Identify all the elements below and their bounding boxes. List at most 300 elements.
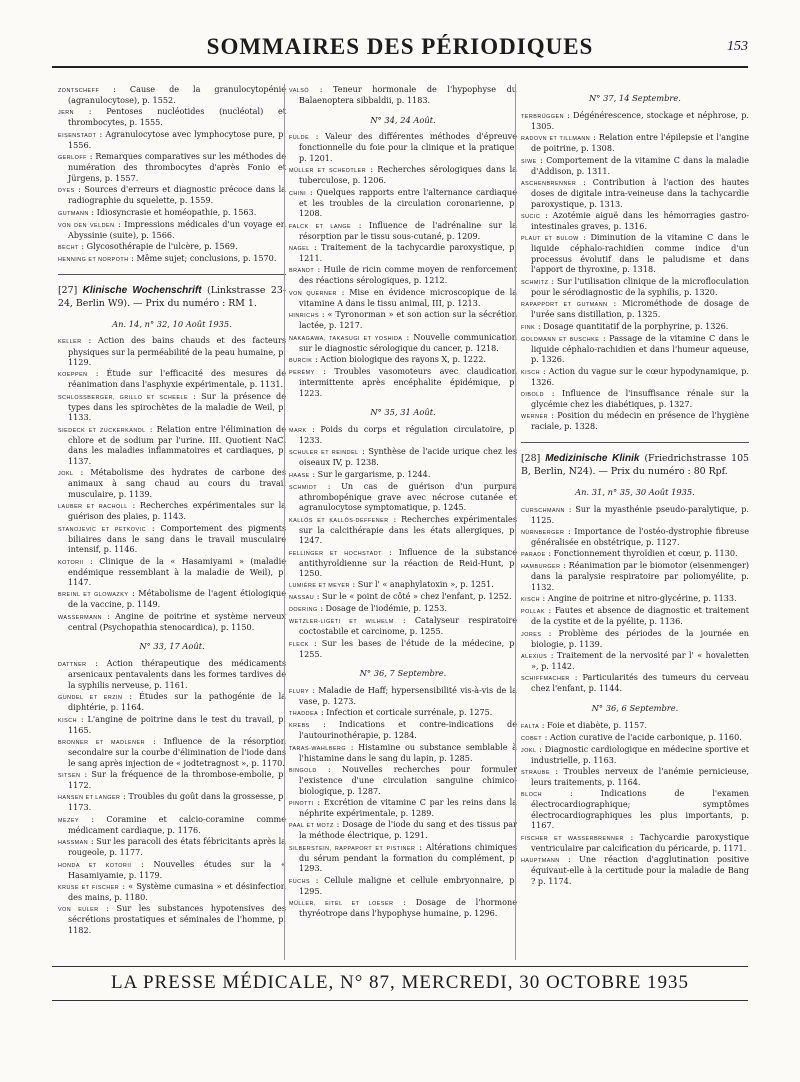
article-title: : Métabolisme des hydrates de carbone des animaux à sang chaud au cours du travail musculaire, p. 1139.	[68, 467, 286, 499]
article-entry	[58, 881, 286, 903]
article-authors: HINRICHS	[289, 313, 320, 320]
article-entry	[58, 791, 286, 813]
article-title: : Même sujet; conclusions, p. 1570.	[128, 252, 277, 263]
article-title: : Relation entre l'élimination de chlore et de sodium par l'urine. III. Quotient NaCl dans les maladies inflammatoires et cardiaques, p. 1137.	[68, 423, 286, 466]
article-title: : Quelques rapports entre l'alternance cardiaque et les troubles de la circulation coronarienne, p. 1208.	[299, 186, 517, 219]
article-title: : Sur la présence de types dans les spirochètes de la maladie de Weil, p. 1133.	[68, 390, 287, 423]
article-entry	[58, 368, 286, 390]
article-authors: MÜLLER, EITEL ET LOESER	[289, 901, 394, 908]
article-authors: HAASE	[289, 472, 310, 479]
article-title: : Traitement de la tachycardie paroxystique, p. 1211.	[299, 242, 517, 264]
article-authors: PLAUT ET BULOW	[521, 236, 579, 243]
section-divider	[58, 274, 286, 275]
article-title: : Angine de poitrine et nitro-glycérine, p. 1133.	[539, 593, 737, 604]
article-entry	[521, 155, 749, 177]
article-entry	[289, 446, 517, 468]
article-title: : L'angine de poitrine dans le test du travail, p. 1165.	[68, 713, 286, 735]
article-title: : Troubles du goût dans la grossesse, p. 1173.	[68, 791, 286, 813]
article-authors: POLLAK	[521, 609, 545, 616]
article-authors: BECHT	[58, 244, 79, 251]
article-authors: KREBS	[289, 723, 310, 730]
article-entry	[289, 591, 517, 602]
article-authors: NAKAGAWA, TAKASUGI ET YOSHIDA	[289, 335, 403, 342]
journal-heading	[58, 285, 286, 310]
article-authors: WERNER	[521, 414, 548, 421]
article-title: : Une réaction d'agglutination positive équivaut-elle à la certitude pour la maladie de Bang ? p. 1174.	[531, 854, 749, 886]
article-entry	[289, 797, 517, 819]
article-authors: JOKL	[521, 747, 537, 754]
article-authors: SUCIC	[521, 213, 541, 220]
article-authors: RAPAPPORT ET GUTMANN	[521, 302, 608, 309]
article-title: : Indications et contre-indications de l'autourinothérapie, p. 1284.	[299, 719, 517, 741]
article-title: : Influence de la substance antithyroïdienne sur la réaction de Reid-Hunt, p. 1250.	[299, 546, 517, 579]
article-authors: THADDEA	[289, 711, 319, 718]
article-title: : Troubles nerveux de l'anémie pernicieuse, leurs traitements, p. 1164.	[531, 765, 749, 787]
article-entry	[521, 110, 749, 132]
article-title: : Dosage de l'iodémie, p. 1253.	[317, 603, 447, 614]
article-title: : Poids du corps et régulation circulatoire, p. 1233.	[299, 423, 517, 445]
article-title: : Action du vague sur le cœur hypodynamique, p. 1326.	[531, 365, 749, 387]
article-entry	[58, 391, 286, 423]
article-title: : Action curative de l'acide carbonique, p. 1160.	[542, 731, 742, 742]
journal-address: (Linkstrasse 23-24, Berlin W9). — Prix du numéro : RM 1.	[58, 284, 286, 309]
article-title: : Problème des périodes de la journée en biologie, p. 1139.	[531, 627, 749, 649]
article-authors: ALEXIUS	[521, 653, 548, 660]
article-entry	[289, 131, 517, 163]
article-entry	[521, 605, 749, 627]
page-number: 153	[727, 39, 748, 54]
article-entry	[521, 720, 749, 731]
article-title: : Sur les bases de l'étude de la médecine, p. 1255.	[299, 637, 517, 659]
article-entry	[289, 875, 517, 897]
article-entry	[521, 298, 749, 320]
article-authors: PAAL ET MOTZ	[289, 823, 334, 830]
article-entry	[521, 788, 749, 831]
article-authors: VON QUERNER	[289, 290, 337, 297]
article-entry	[289, 547, 517, 579]
article-title: : Influence de l'insuffisance rénale sur la glycémie chez les diabétiques, p. 1327.	[531, 387, 749, 409]
issue-heading: N° 36, 7 Septembre.	[359, 668, 447, 679]
article-entry	[289, 354, 517, 365]
article-title: : Cellule maligne et cellule embryonnaire, p. 1295.	[299, 874, 517, 896]
article-title: : Sur les substances hypotensives des sécrétions prostatiques et séminales de l'homme, p. 1182.	[68, 903, 286, 935]
article-authors: WETZLER-LIGETI ET WILHELM	[289, 619, 394, 626]
article-title: : Action des bains chauds et des facteurs physiques sur la perméabilité de la peau humaine, p. 1129.	[68, 335, 286, 368]
article-title: : « Système cumasina » et désinfection des mains, p. 1180.	[68, 881, 286, 903]
article-authors: VALSÖ	[289, 88, 310, 94]
issue-heading: An. 14, n° 32, 10 Août 1935.	[112, 318, 232, 329]
article-title: : Indications de l'examen électrocardiographique; symptômes électrocardiographiques les plus importants, p. 1167.	[531, 788, 749, 831]
article-entry	[289, 287, 517, 309]
article-authors: NÜRNBERGER	[521, 529, 565, 536]
article-entry	[521, 321, 749, 332]
article-authors: HANSEN ET LANGER	[58, 795, 121, 802]
issue-heading: N° 36, 6 Septembre.	[591, 702, 679, 713]
article-entry	[521, 672, 749, 694]
column-divider	[515, 84, 516, 960]
article-authors: BURCIK	[289, 358, 313, 365]
article-title: : Sur l' « anaphylatoxin », p. 1251.	[349, 579, 494, 590]
article-entry	[58, 658, 286, 690]
article-title: : Cause de la granulocytopénie (agranulocytose), p. 1552.	[68, 84, 286, 106]
journal-name: Klinische Wochenschrift	[82, 284, 202, 296]
article-title: : Idiosyncrasie et homéopathie, p. 1563.	[88, 206, 257, 217]
article-entry	[521, 732, 749, 743]
article-title: : Troubles vasomoteurs avec claudication intermittente après encéphalite épidémique, p. 1223.	[299, 366, 517, 398]
article-authors: MARK	[289, 427, 307, 434]
article-title: : Passage de la vitamine C dans le liquide céphalo-rachidien et dans l'humeur aqueuse, p. 1326.	[531, 332, 750, 365]
article-authors: FISCHER ET WASSERBRENNER	[521, 835, 624, 842]
article-authors: KISCH	[521, 369, 540, 376]
article-title: : Coramine et calcio-coramine comme médicament cardiaque, p. 1176.	[68, 813, 286, 835]
article-title: : Position du médecin en présence de l'hygiène raciale, p. 1328.	[531, 410, 749, 432]
issue-heading: N° 34, 24 Août.	[370, 114, 436, 125]
article-title: : Nouvelles recherches pour formuler l'existence d'une circulation sanguine chimico-biologique, p. 1287.	[299, 764, 517, 796]
header-rule	[52, 66, 748, 68]
article-title: : Pentoses nucléotides (nucléotal) et thrombocytes, p. 1555.	[68, 106, 286, 128]
article-title: : Infection et corticale surrénale, p. 1275.	[318, 707, 493, 718]
journal-heading	[521, 453, 749, 478]
article-entry	[521, 210, 749, 232]
article-authors: FINK	[521, 324, 536, 331]
article-authors: SCHLOSSBERGER, GRILLO ET SCHEELE	[58, 394, 189, 401]
article-authors: BRANDT	[289, 268, 315, 275]
article-title: : Sur les paracoli des états fébricitants après la rougeole, p. 1177.	[68, 836, 286, 858]
article-entry	[289, 897, 517, 919]
article-entry	[289, 309, 517, 331]
article-title: : Mise en évidence microscopique de la vitamine A dans le tissu animal, III, p. 1213.	[299, 286, 517, 308]
article-title: : Diagnostic cardiologique en médecine sportive et industrielle, p. 1163.	[531, 743, 749, 765]
issue-heading: N° 33, 17 Août.	[139, 641, 205, 652]
article-entry	[58, 184, 286, 206]
article-entry	[289, 264, 517, 286]
article-authors: MEZEY	[58, 817, 80, 824]
article-entry	[289, 842, 517, 874]
article-title: : Influence de la résorption secondaire sur la courbe d'élimination de l'iode dans le sang après injection de « jodtetragnost », p. 1170.	[68, 735, 286, 768]
article-entry	[289, 514, 517, 546]
article-authors: HONDA ET KOTORII	[58, 862, 132, 869]
article-title: : Un cas de guérison d'un purpura athrombopénique grave avec nécrose cutanée et agranulocytose symptomatique, p. 1245.	[299, 480, 517, 513]
article-title: : Catalyseur respiratoire coctostabile et carcinome, p. 1255.	[299, 615, 517, 637]
article-entry	[289, 615, 517, 637]
article-authors: SCHMITZ	[521, 279, 549, 286]
article-entry	[521, 548, 749, 559]
column-divider	[284, 84, 285, 960]
article-authors: FELLINGER ET HOCHSTADT	[289, 550, 382, 557]
issue-heading: N° 37, 14 Septembre.	[589, 93, 681, 103]
article-authors: NASSAU	[289, 595, 315, 602]
article-entry	[289, 84, 517, 106]
article-authors: BLOCH	[521, 792, 543, 799]
article-authors: KELLER	[58, 339, 82, 346]
issue-heading: N° 35, 31 Août.	[370, 407, 436, 418]
article-entry	[58, 691, 286, 713]
footer-rule	[52, 1000, 748, 1001]
article-authors: SCHULER ET REINDEL	[289, 450, 359, 457]
article-title: : Remarques comparatives sur les méthodes de numération des thrombocytes d'après Fonio et Jürgens, p. 1557.	[68, 151, 286, 183]
article-title: : Fonctionnement thyroïdien et cœur, p. 1130.	[545, 548, 738, 559]
article-title: : Importance de l'ostéo-dystrophie fibreuse généralisée en obstétrique, p. 1127.	[531, 525, 749, 547]
article-authors: VON EULER	[58, 907, 99, 914]
article-authors: FALTA	[521, 723, 540, 730]
article-entry	[58, 106, 286, 128]
article-title: : Foie et diabète, p. 1157.	[539, 719, 647, 730]
article-entry	[521, 132, 749, 154]
article-entry	[289, 424, 517, 446]
article-title: : Teneur hormonale de l'hypophyse du Balaenoptera sibbaldii, p. 1183.	[299, 84, 517, 106]
article-entry	[289, 187, 517, 219]
article-entry	[58, 523, 286, 555]
page-footer: LA PRESSE MÉDICALE, N° 87, MERCREDI, 30 OCTOBRE 1935	[110, 972, 690, 993]
article-authors: HAUPTMANN	[521, 858, 560, 865]
article-title: : Angine de poitrine et système nerveux central (Psychopathia stenocardica), p. 1150.	[68, 610, 286, 632]
article-entry	[289, 719, 517, 741]
article-authors: CURSCHMANN	[521, 507, 565, 514]
article-authors: LAUBER ET RACHOLL	[58, 504, 128, 511]
article-entry	[521, 628, 749, 650]
article-authors: DATTNER	[58, 662, 87, 669]
article-authors: HAMBURGER	[521, 564, 561, 571]
column-1	[58, 84, 286, 936]
article-authors: KISCH	[58, 717, 77, 724]
article-authors: RADOVN ET TILLMANN	[521, 136, 591, 143]
article-entry	[58, 736, 286, 768]
page-title: SOMMAIRES DES PÉRIODIQUES	[206, 34, 594, 59]
article-authors: HASSMAN	[58, 840, 89, 847]
article-entry	[521, 177, 749, 209]
article-authors: PINOTTI	[289, 801, 314, 807]
article-authors: GOLDMANN ET BUSCHKE	[521, 336, 600, 343]
article-entry	[289, 579, 517, 590]
article-entry	[289, 707, 517, 718]
article-entry	[58, 335, 286, 367]
article-entry	[521, 650, 749, 672]
article-title: : Impressions médicales d'un voyage en Abyssinie (suite), p. 1566.	[68, 218, 286, 240]
article-title: : Nouvelles études sur la « Hasamiyamie, p. 1179.	[68, 858, 287, 880]
article-title: : Influence de l'adrénaline sur la résorption par le tissu sous-cutané, p. 1209.	[299, 219, 518, 241]
article-title: : Relation entre l'épilepsie et l'angine de poitrine, p. 1308.	[531, 132, 749, 154]
article-title: : Microméthode de dosage de l'urée sans distillation, p. 1325.	[531, 298, 749, 320]
article-authors: DIBOLD	[521, 391, 545, 398]
article-title: : Valeur des différentes méthodes d'épreuve fonctionnelle du foie pour la clinique et la pratique, p. 1201.	[299, 131, 517, 163]
article-title: : Dosage quantitatif de la porphyrine, p. 1326.	[535, 320, 729, 331]
article-authors: HENNING ET NORPOTH	[58, 256, 129, 263]
article-title: : Nouvelle communication sur le diagnostic sérologique du cancer, p. 1218.	[299, 331, 517, 353]
journal-name: Medizinische Klinik	[545, 452, 640, 464]
article-entry	[521, 744, 749, 766]
article-entry	[58, 253, 286, 264]
page-header	[52, 34, 748, 64]
article-entry	[58, 84, 286, 106]
article-title: : Dosage de l'hormone thyréotrope dans l'hypophyse humaine, p. 1296.	[299, 897, 517, 919]
article-authors: DOERING	[289, 607, 318, 614]
article-entry	[289, 819, 517, 841]
footer-rule	[52, 966, 748, 967]
article-authors: BINGOLD	[289, 768, 317, 775]
section-divider	[521, 442, 749, 443]
article-authors: VON DEN VELDEN	[58, 222, 115, 229]
article-authors: SCHIFFMACHER	[521, 676, 570, 683]
article-authors: ASCHENBRENNER	[521, 181, 577, 188]
article-authors: SIEDECK ET ZUCKERKANDL	[58, 427, 146, 434]
article-title: : Sur le gargarisme, p. 1244.	[309, 468, 431, 479]
article-authors: TARAS-WAHLBERG	[289, 745, 347, 752]
article-title: : Dosage de l'iode du sang et des tissus par la méthode électrique, p. 1291.	[299, 819, 517, 841]
article-entry	[521, 410, 749, 432]
article-title: : Particularités des tumeurs du cerveau chez l'enfant, p. 1144.	[531, 672, 749, 694]
article-title: : Sur la myasthénie pseudo-paralytique, p. 1125.	[531, 503, 749, 525]
article-entry	[58, 714, 286, 736]
article-authors: KRUSE ET FISCHER	[58, 885, 120, 892]
article-entry	[289, 764, 517, 796]
article-title: : Comportement des pigments biliaires dans le sang dans le travail musculaire intensif, p. 1146.	[68, 522, 286, 555]
article-entry	[58, 151, 286, 183]
article-entry	[58, 588, 286, 610]
article-entry	[58, 219, 286, 241]
article-entry	[289, 742, 517, 764]
article-entry	[521, 854, 749, 886]
article-title: : Recherches expérimentales sur la guérison des plaies, p. 1143.	[68, 500, 286, 522]
issue-heading: An. 31, n° 35, 30 Août 1935.	[575, 486, 695, 497]
article-authors: JOKL	[58, 471, 74, 478]
article-title: : Altérations chimiques du sérum pendant la formation du complément, p. 1293.	[299, 841, 517, 874]
article-authors: BREINL ET GLOWAZKY	[58, 592, 129, 599]
journal-address: (Friedrichstrasse 105 B, Berlin, N24). — Prix du numéro : 80 Rpf.	[521, 452, 749, 477]
article-title: : Métabolisme de l'agent étiologique de la vaccine, p. 1149.	[68, 588, 286, 610]
article-title: : Histamine ou substance semblable à l'histamine dans le sang du lapin, p. 1285.	[299, 741, 517, 763]
article-authors: FLECK	[289, 641, 309, 648]
article-entry	[58, 241, 286, 252]
article-authors: MÜLLER ET SCHEDTLER	[289, 168, 367, 175]
article-title: : « Tyronorman » et son action sur la sécrétion lactée, p. 1217.	[299, 309, 517, 331]
article-title: : Agranulocytose avec lymphocytose pure, p. 1556.	[68, 128, 286, 150]
article-entry	[521, 232, 749, 275]
article-entry	[58, 836, 286, 858]
article-title: : Sur la fréquence de la thrombose-embolie, p. 1172.	[68, 768, 286, 790]
article-entry	[58, 903, 286, 935]
article-authors: WASSERMANN	[58, 614, 103, 621]
article-entry	[289, 332, 517, 354]
article-authors: PARADE	[521, 552, 546, 559]
article-entry	[289, 164, 517, 186]
article-title: : Sources d'erreurs et diagnostic précoce dans la radiographie du squelette, p. 1559.	[68, 184, 286, 206]
article-authors: SCHMIDT	[289, 484, 318, 491]
article-title: : Dégénérescence, stockage et néphrose, p. 1305.	[531, 109, 749, 131]
article-authors: DYES	[58, 188, 75, 195]
article-authors: ZONTSCHEFF	[58, 88, 100, 94]
article-title: : Clinique de la « Hasamiyami » (maladie endémique ressemblant à la maladie de Weil), p. 1147.	[68, 555, 286, 588]
article-title: : Azotémie aiguë dans les hémorragies gastro-intestinales graves, p. 1316.	[531, 209, 749, 231]
article-authors: KISCH	[521, 597, 540, 604]
article-entry	[58, 424, 286, 467]
article-entry	[289, 469, 517, 480]
article-authors: JERN	[58, 110, 75, 117]
article-entry	[58, 556, 286, 588]
article-authors: GUTMANN	[58, 210, 89, 217]
article-entry	[58, 467, 286, 499]
article-entry	[289, 366, 517, 398]
article-entry	[289, 481, 517, 513]
article-title: : Diminution de la vitamine C dans le liquide céphalo-rachidien comme indice d'un processus évolutif dans le paludisme et dans l'apport de thyroxine, p. 1318.	[531, 232, 749, 275]
article-authors: GERLOFF	[58, 155, 87, 162]
article-title: : Contribution à l'action des hautes doses de digitale intra-veineuse dans la tachycardie paroxystique, p. 1313.	[531, 177, 749, 209]
article-authors: NAGEL	[289, 246, 310, 253]
article-title: : Glycosothérapie de l'ulcère, p. 1569.	[78, 240, 238, 251]
article-authors: SILBERSTEIN, RAPPAPORT ET PISTINER	[289, 845, 416, 852]
article-entry	[521, 593, 749, 604]
article-entry	[289, 242, 517, 264]
article-authors: FULDE	[289, 135, 310, 142]
article-authors: BRONNER ET MADLENER	[58, 739, 145, 746]
article-authors: KOTORII	[58, 559, 84, 566]
article-authors: PERÉMY	[289, 370, 315, 377]
article-title: : Comportement de la vitamine C dans la maladie d'Addison, p. 1311.	[531, 154, 749, 176]
column-2	[289, 84, 517, 920]
article-title: : Action thérapeutique des médicaments arsenicaux pentavalents dans les formes tardives de la syphilis nerveuse, p. 1161.	[68, 658, 286, 690]
article-entry	[58, 814, 286, 836]
article-title: : Sur le « point de côté » chez l'enfant, p. 1252.	[314, 591, 512, 602]
article-authors: LUMIÈRE ET MEYER	[289, 583, 350, 590]
article-authors: SIWE	[521, 158, 537, 165]
article-authors: FUCHS	[289, 878, 311, 885]
article-entry	[58, 207, 286, 218]
article-entry	[58, 500, 286, 522]
article-title: : Recherches expérimentales sur la calcithérapie dans les états allergiques, p. 1247.	[299, 513, 517, 546]
article-authors: TERBRÜGGEN	[521, 113, 565, 120]
article-authors: KOEPPEN	[58, 372, 88, 379]
article-authors: CHINI	[289, 190, 307, 197]
article-title: : Sur l'utilisation clinique de la microfloculation pour le sérodiagnostic de la syphilis, p. 1320.	[531, 275, 749, 297]
article-entry	[289, 638, 517, 660]
article-authors: EISENSTADT	[58, 132, 97, 139]
article-authors: FALCK ET LANGE	[289, 223, 352, 230]
article-entry	[289, 685, 517, 707]
article-title: : Étude sur l'efficacité des mesures de réanimation dans l'asphyxie expérimentale, p. 1131.	[68, 368, 286, 390]
article-authors: JORES	[521, 631, 542, 638]
article-entry	[521, 504, 749, 526]
article-entry	[289, 220, 517, 242]
article-title: : Réanimation par le biomotor (eisenmenger) dans la paralysie respiratoire par poliomyélite, p. 1132.	[531, 560, 749, 592]
article-title: : Action biologique des rayons X, p. 1222.	[312, 354, 486, 365]
article-authors: COBET	[521, 735, 543, 742]
article-entry	[521, 276, 749, 298]
article-title: : Huile de ricin comme moyen de renforcement des réactions sérologiques, p. 1212.	[299, 264, 517, 286]
article-title: : Fautes et absence de diagnostic et traitement de la cystite et de la pyélite, p. 1136.	[531, 605, 749, 627]
article-entry	[289, 603, 517, 614]
article-entry	[521, 832, 749, 854]
article-title: : Maladie de Haff; hypersensibilité vis-à-vis de la vase, p. 1273.	[299, 684, 517, 706]
article-entry	[521, 366, 749, 388]
article-title: : Tachycardie paroxystique ventriculaire par calcification du péricarde, p. 1171.	[531, 831, 750, 853]
article-entry	[521, 526, 749, 548]
article-title: : Études sur la pathogénie de la diphtérie, p. 1164.	[68, 691, 286, 713]
article-title: : Excrétion de vitamine C par les reins dans la néphrite expérimentale, p. 1289.	[299, 797, 517, 819]
article-authors: GUNDEL ET ERZIN	[58, 695, 123, 702]
article-authors: KALLÓS ET KALLÓS-DEFFENER	[289, 517, 389, 524]
article-entry	[521, 333, 749, 365]
article-authors: STANOJEVIC ET PETKOVIC	[58, 526, 147, 533]
article-entry	[521, 766, 749, 788]
column-3	[521, 84, 749, 887]
article-title: : Traitement de la nervosité par l' « hovaletten », p. 1142.	[531, 649, 749, 671]
article-entry	[58, 769, 286, 791]
article-entry	[521, 560, 749, 592]
article-authors: FLURY	[289, 688, 310, 695]
article-entry	[58, 859, 286, 881]
article-title: : Recherches sérologiques dans la tuberculose, p. 1206.	[299, 164, 518, 186]
article-entry	[58, 129, 286, 151]
article-authors: SITSEN	[58, 772, 81, 779]
